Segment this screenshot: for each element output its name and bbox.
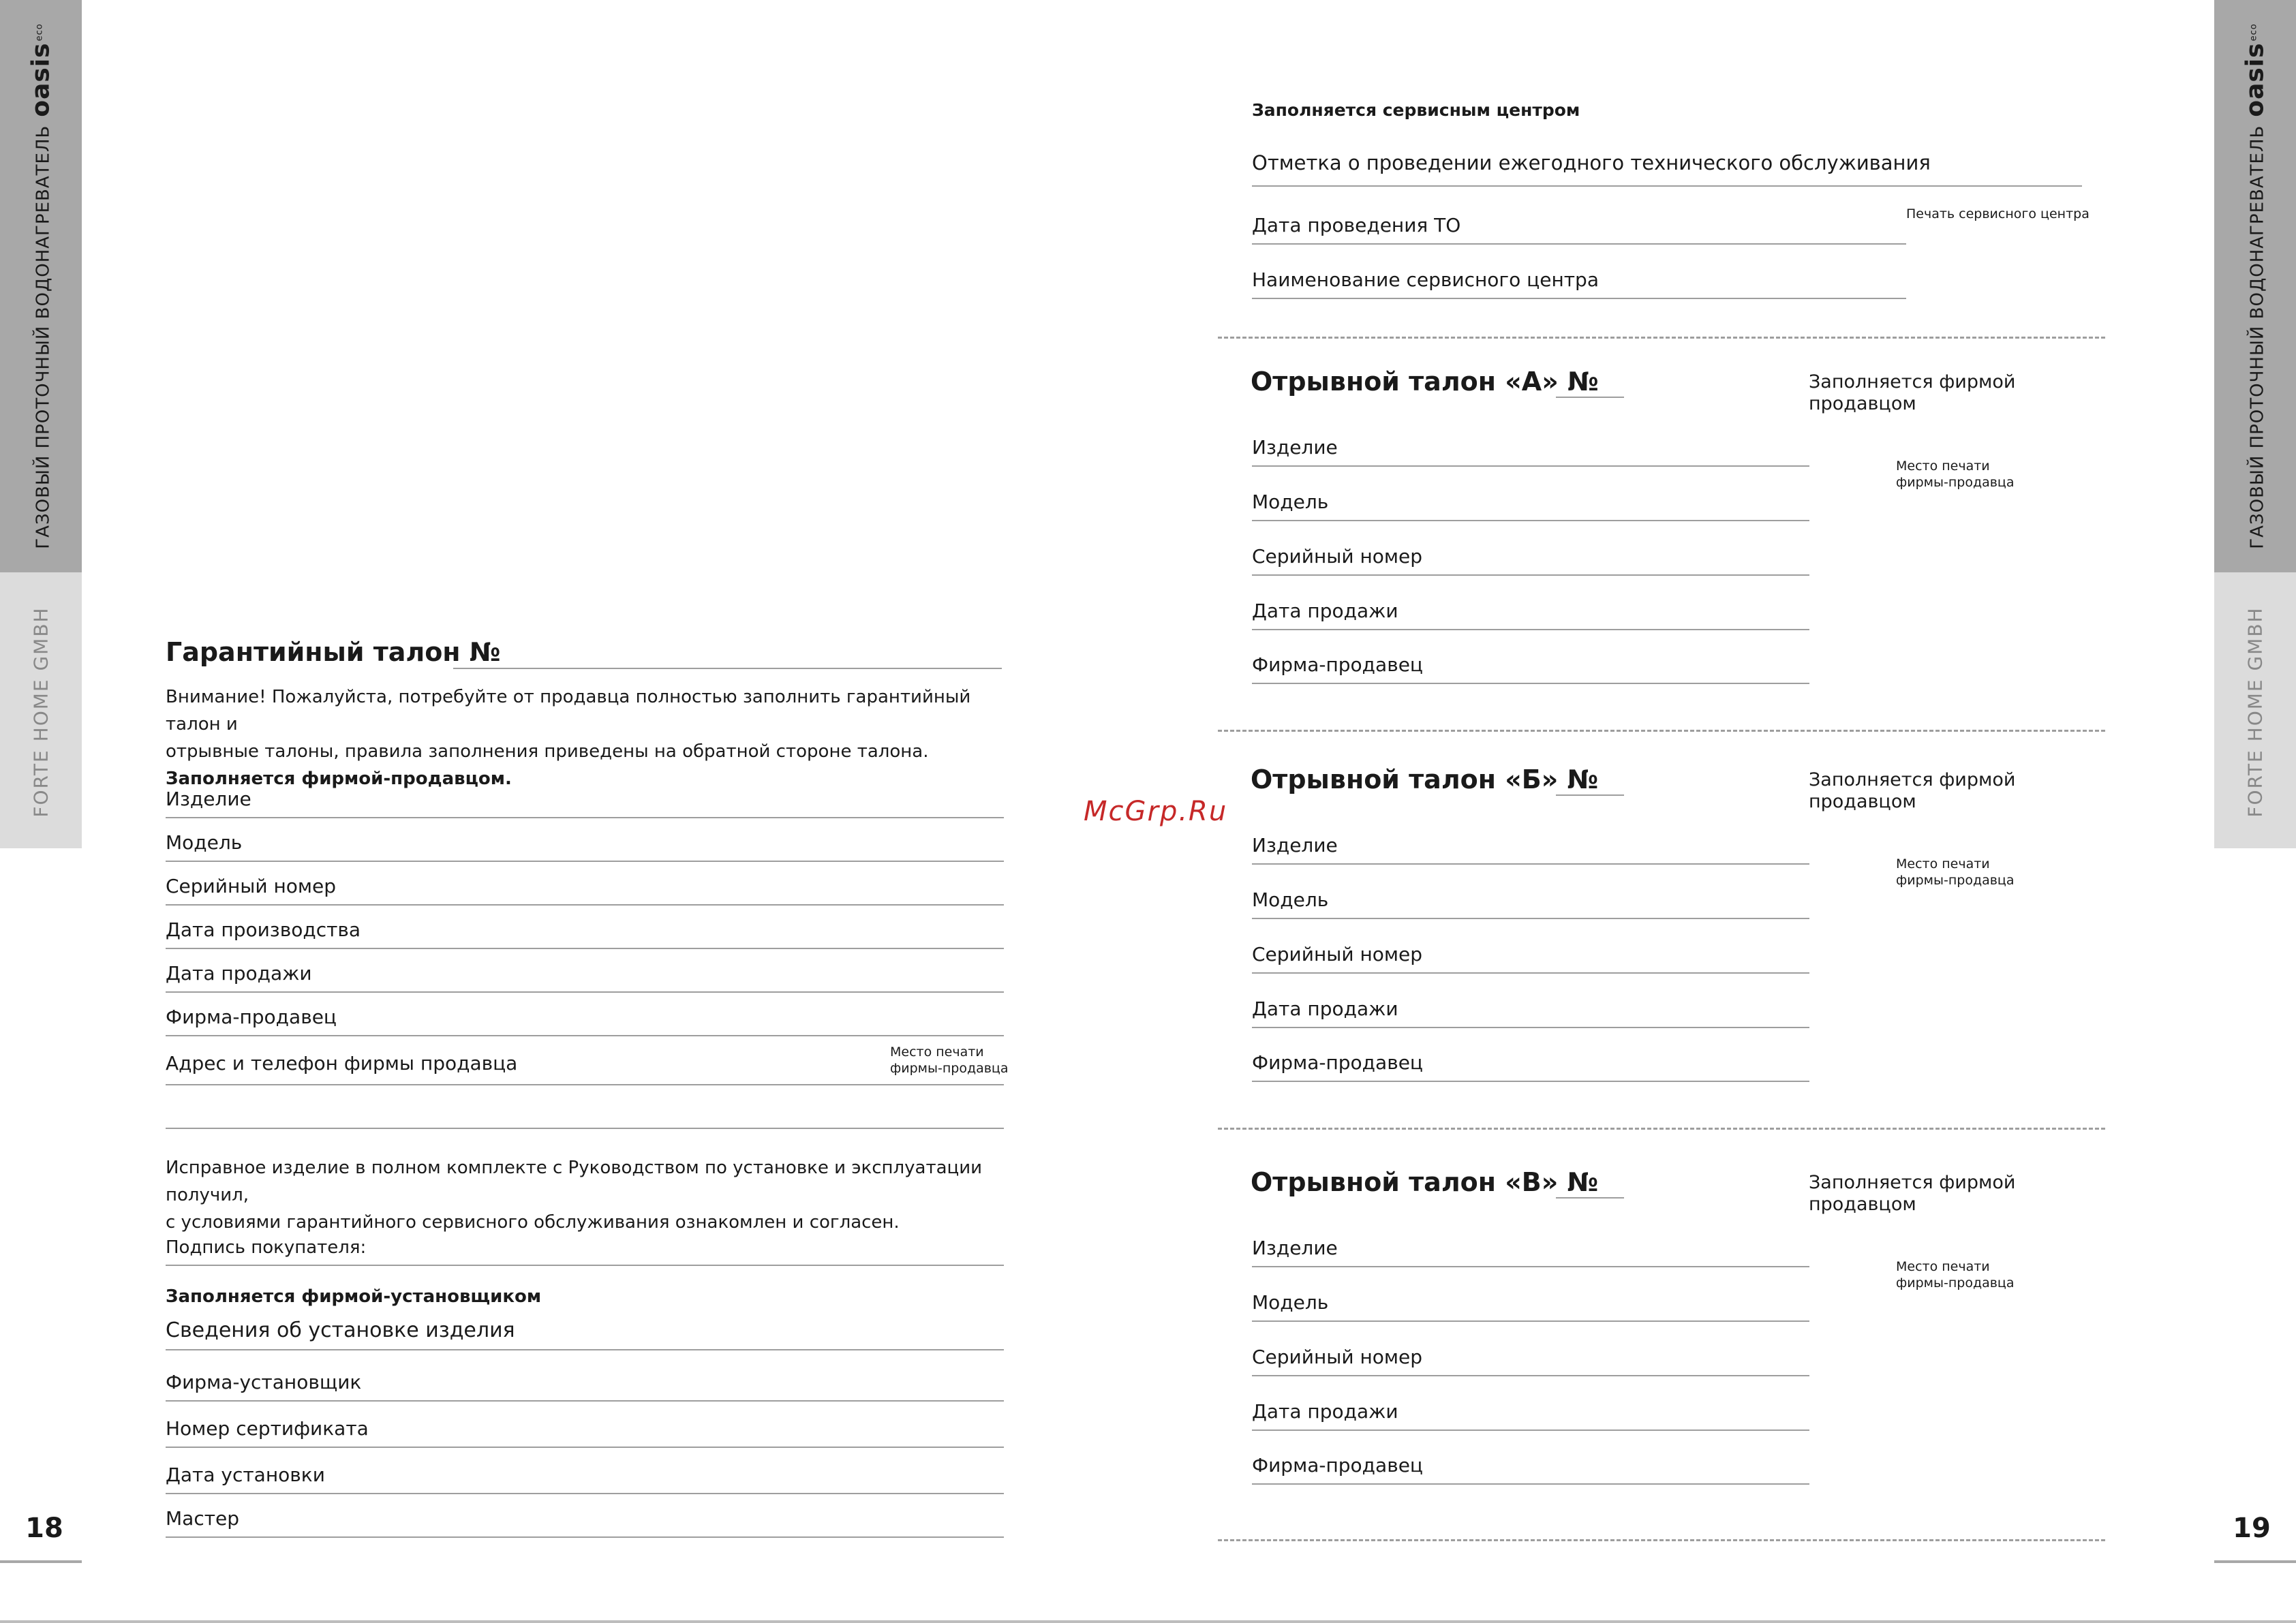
coupon-field-serial[interactable]: Серийный номер: [1252, 545, 1809, 576]
page-number-underline: [0, 1560, 82, 1563]
installer-heading: Заполняется фирмой-установщиком: [166, 1286, 542, 1307]
warranty-field-serial[interactable]: Серийный номер: [166, 875, 1004, 906]
notice-line: отрывные талоны, правила заполнения приведены на обратной стороне талона.: [166, 741, 929, 762]
coupon-title: Отрывной талон «А» №: [1251, 367, 1599, 397]
tear-line: [1218, 1539, 2105, 1541]
warranty-field-product[interactable]: Изделие: [166, 788, 1004, 818]
filled-by-line: Заполняется фирмой: [1809, 1172, 2016, 1193]
receipt-line: Исправное изделие в полном комплекте с Руководством по установке и эксплуатации получил,: [166, 1158, 983, 1205]
coupon-filled-by: [1809, 769, 2015, 813]
receipt-line: с условиями гарантийного сервисного обслуживания ознакомлен и согласен.: [166, 1212, 900, 1233]
stamp-line: фирмы-продавца: [1896, 873, 2015, 888]
coupon-filled-by: [1809, 371, 2015, 415]
page-bottom-edge: [0, 1620, 2296, 1623]
coupon-field-sale-date[interactable]: Дата продажи: [1252, 1400, 1809, 1431]
coupon-stamp-place: [1896, 856, 2015, 888]
company-name-vertical: FORTE HOME GMBH: [29, 606, 52, 818]
coupon-field-model[interactable]: Модель: [1252, 1291, 1809, 1322]
installer-field-date[interactable]: Дата установки: [166, 1464, 1004, 1494]
service-field-maintenance-date[interactable]: Дата проведения ТО: [1252, 214, 1906, 245]
warranty-field-seller-address[interactable]: Адрес и телефон фирмы продавца: [166, 1052, 1004, 1085]
coupon-number-line[interactable]: [1556, 397, 1624, 398]
coupon-field-seller[interactable]: Фирма-продавец: [1252, 1454, 1809, 1485]
brand-sup: eco: [2248, 23, 2259, 42]
warranty-field-model[interactable]: Модель: [166, 831, 1004, 862]
coupon-field-product[interactable]: Изделие: [1252, 436, 1809, 467]
coupon-stamp-place: [1896, 1258, 2015, 1291]
filled-by-line: Заполняется фирмой: [1809, 371, 2016, 392]
stamp-line: Место печати: [890, 1045, 984, 1060]
warranty-field-seller[interactable]: Фирма-продавец: [166, 1006, 1004, 1036]
coupon-field-sale-date[interactable]: Дата продажи: [1252, 600, 1809, 630]
stamp-line: Место печати: [1896, 459, 1990, 474]
coupon-field-sale-date[interactable]: Дата продажи: [1252, 998, 1809, 1028]
coupon-title: Отрывной талон «В» №: [1251, 1167, 1599, 1197]
coupon-field-serial[interactable]: Серийный номер: [1252, 943, 1809, 974]
filled-by-line: Заполняется фирмой: [1809, 769, 2016, 790]
coupon-stamp-place: [1896, 458, 2015, 491]
left-sidebar: [0, 0, 82, 848]
brand-sup: eco: [34, 23, 45, 42]
page-number-right: 19: [2233, 1513, 2271, 1544]
installer-field-install-info[interactable]: Сведения об установке изделия: [166, 1318, 1004, 1350]
installer-field-certificate[interactable]: Номер сертификата: [166, 1417, 1004, 1448]
tear-line: [1218, 1128, 2105, 1130]
receipt-statement: [166, 1154, 1011, 1236]
company-name-vertical: FORTE HOME GMBH: [2244, 606, 2267, 818]
warranty-notice: [166, 683, 1011, 792]
stamp-line: фирмы-продавца: [1896, 1276, 2015, 1290]
product-title: ГАЗОВЫЙ ПРОТОЧНЫЙ ВОДОНАГРЕВАТЕЛЬ: [33, 125, 54, 549]
filled-by-line: продавцом: [1809, 1194, 1916, 1215]
coupon-title: Отрывной талон «Б» №: [1251, 764, 1599, 794]
brand-logo: oasis: [2241, 42, 2269, 117]
right-sidebar: [2214, 0, 2296, 848]
notice-line: Внимание! Пожалуйста, потребуйте от продавца полностью заполнить гарантийный талон и: [166, 687, 971, 735]
warranty-title: Гарантийный талон №: [166, 637, 501, 667]
service-field-center-name[interactable]: Наименование сервисного центра: [1252, 268, 1906, 299]
stamp-line: Место печати: [1896, 856, 1990, 871]
brand-logo: oasis: [27, 42, 55, 117]
product-title-vertical: [27, 23, 55, 548]
stamp-line: Место печати: [1896, 1259, 1990, 1274]
coupon-filled-by: [1809, 1172, 2015, 1216]
warranty-blank-line[interactable]: [166, 1128, 1004, 1129]
tear-line: [1218, 730, 2105, 732]
filled-by-line: продавцом: [1809, 791, 1916, 812]
warranty-number-line[interactable]: [453, 668, 1002, 669]
stamp-line: фирмы-продавца: [1896, 475, 2015, 490]
coupon-field-product[interactable]: Изделие: [1252, 834, 1809, 865]
coupon-field-model[interactable]: Модель: [1252, 491, 1809, 521]
notice-bold: Заполняется фирмой-продавцом.: [166, 769, 512, 789]
coupon-field-model[interactable]: Модель: [1252, 888, 1809, 919]
installer-field-company[interactable]: Фирма-установщик: [166, 1371, 1004, 1402]
page-number-left: 18: [25, 1513, 63, 1544]
warranty-stamp-place: [890, 1044, 1009, 1077]
coupon-field-seller[interactable]: Фирма-продавец: [1252, 1051, 1809, 1082]
coupon-number-line[interactable]: [1556, 794, 1624, 796]
coupon-field-product[interactable]: Изделие: [1252, 1237, 1809, 1267]
product-title-vertical: [2241, 23, 2269, 548]
coupon-field-seller[interactable]: Фирма-продавец: [1252, 653, 1809, 684]
coupon-number-line[interactable]: [1556, 1197, 1624, 1199]
service-field-annual-maintenance[interactable]: Отметка о проведении ежегодного технического обслуживания: [1252, 151, 2082, 187]
service-stamp-place: Печать сервисного центра: [1906, 206, 2090, 221]
buyer-signature-field[interactable]: Подпись покупателя:: [166, 1237, 1004, 1266]
stamp-line: фирмы-продавца: [890, 1061, 1009, 1076]
tear-line: [1218, 337, 2105, 339]
warranty-field-production-date[interactable]: Дата производства: [166, 918, 1004, 949]
warranty-field-sale-date[interactable]: Дата продажи: [166, 962, 1004, 993]
page-number-underline: [2214, 1560, 2296, 1563]
coupon-field-serial[interactable]: Серийный номер: [1252, 1346, 1809, 1376]
watermark: McGrp.Ru: [1084, 796, 1228, 827]
filled-by-line: продавцом: [1809, 393, 1916, 414]
service-heading: Заполняется сервисным центром: [1252, 100, 1580, 120]
installer-field-master[interactable]: Мастер: [166, 1507, 1004, 1538]
product-title: ГАЗОВЫЙ ПРОТОЧНЫЙ ВОДОНАГРЕВАТЕЛЬ: [2247, 125, 2268, 549]
